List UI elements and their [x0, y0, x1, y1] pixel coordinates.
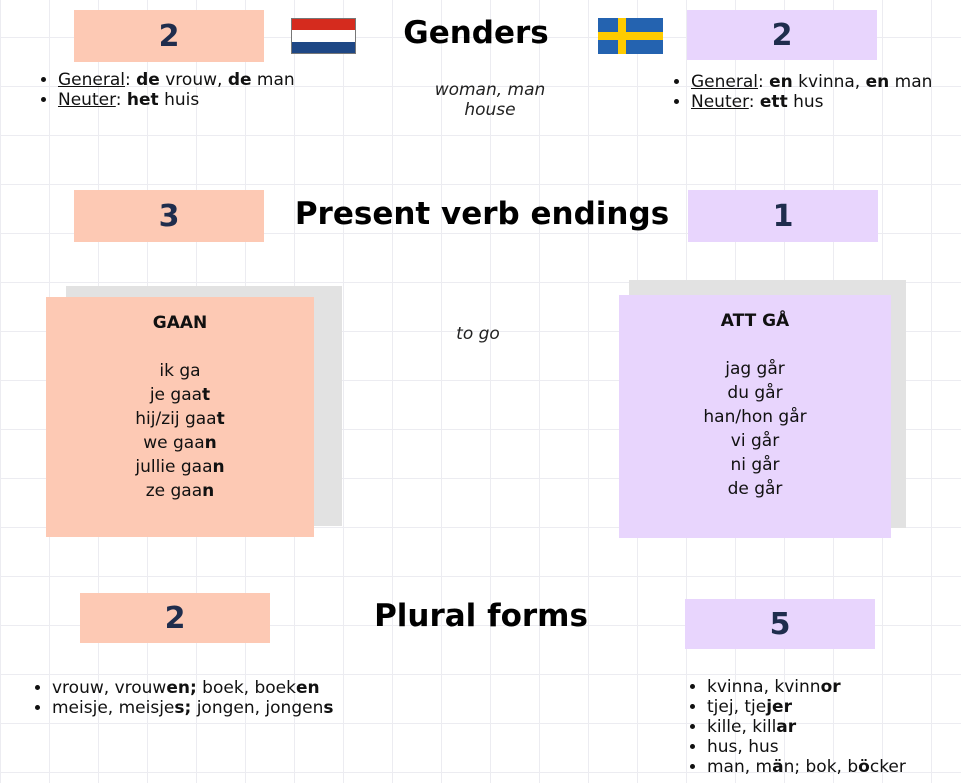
dutch-plural-list [30, 678, 333, 718]
verb-stem: ik ga [159, 361, 201, 381]
word: vrouw, [159, 70, 228, 90]
swedish-gender-count [687, 10, 877, 60]
verb-stem: hij/zij gaa [135, 409, 217, 429]
word: kvinna, kvinn [707, 677, 821, 697]
swedish-gender-list [669, 72, 932, 112]
dutch-gender-count-value: 2 [158, 18, 180, 54]
word: jongen, jongen [191, 698, 324, 718]
list-item: • General: en kvinna, en man [691, 72, 932, 92]
conjugation-line [46, 431, 314, 455]
plural-ending: ar [776, 717, 797, 737]
verb-ending: n [202, 481, 215, 501]
word: cker [869, 757, 906, 777]
verb-stem: we gaa [143, 433, 205, 453]
swedish-plural-list [685, 677, 906, 777]
plural-ending: jer [766, 697, 792, 717]
word: tjej, tje [707, 697, 767, 717]
word: hus [787, 92, 824, 112]
swedish-verb-card [619, 295, 891, 538]
plural-ending: or [820, 677, 841, 697]
verb-translation: to go [456, 324, 500, 344]
plural-ending: ä [772, 757, 784, 777]
conjugation-line: vi går [730, 431, 780, 451]
list-item [707, 717, 906, 737]
list-item: • Neuter: ett hus [691, 92, 932, 112]
sweden-flag-icon [598, 18, 663, 54]
conjugation-line: jag går [725, 359, 785, 379]
verb-ending: n [204, 433, 217, 453]
verbs-heading: Present verb endings [294, 196, 670, 232]
list-item [707, 697, 906, 717]
article: de [227, 70, 252, 90]
plurals-heading: Plural forms [374, 598, 588, 634]
word: man [889, 72, 933, 92]
plural-ending: en [295, 678, 320, 698]
conjugation-line: de går [727, 479, 783, 499]
verb-stem: ze gaa [145, 481, 203, 501]
conjugation-line [46, 479, 314, 503]
dutch-plural-count-value: 2 [164, 600, 186, 636]
dutch-plural-count [80, 593, 270, 643]
word: huis [158, 90, 200, 110]
plural-ending: s; [174, 698, 192, 718]
list-item [52, 678, 333, 698]
gender-label: Neuter [691, 92, 749, 112]
dutch-gender-count [74, 10, 264, 62]
gender-translation [410, 80, 570, 120]
conjugation-line [46, 359, 314, 383]
list-item [707, 677, 906, 697]
word: kille, kill [707, 717, 777, 737]
genders-heading: Genders [403, 15, 549, 51]
dutch-verb-count-value: 3 [158, 198, 180, 234]
swedish-verb-title: ATT GÅ [720, 311, 790, 331]
translation-line: house [464, 100, 516, 120]
swedish-plural-count [685, 599, 875, 649]
swedish-gender-count-value: 2 [771, 17, 793, 53]
word: hus, hus [707, 737, 779, 757]
verb-ending: n [212, 457, 225, 477]
word: boek, boek [196, 678, 296, 698]
swedish-verb-count-value: 1 [772, 198, 794, 234]
word: meisje, meisje [52, 698, 175, 718]
netherlands-flag-icon [291, 18, 356, 54]
article: ett [759, 92, 788, 112]
swedish-verb-count [688, 190, 878, 242]
word: vrouw, vrouw [52, 678, 167, 698]
word: man, m [707, 757, 773, 777]
list-item [52, 698, 333, 718]
dutch-verb-count [74, 190, 264, 242]
word: kvinna, [792, 72, 866, 92]
article: de [136, 70, 160, 90]
plural-ending: s [323, 698, 334, 718]
conjugation-line: du går [727, 383, 783, 403]
gender-label: General [691, 72, 758, 92]
conjugation-line: ni går [730, 455, 780, 475]
conjugation-line: han/hon går [703, 407, 807, 427]
list-item [707, 737, 906, 757]
list-item: • General: de vrouw, de man [58, 70, 295, 90]
list-item: • Neuter: het huis [58, 90, 295, 110]
verb-ending: t [216, 409, 225, 429]
list-item [707, 757, 906, 777]
swedish-plural-count-value: 5 [769, 606, 791, 642]
dutch-verb-title: GAAN [152, 313, 208, 333]
verb-stem: jullie gaa [135, 457, 213, 477]
translation-line: woman, man [434, 80, 546, 100]
word: man [251, 70, 295, 90]
word: n; bok, b [783, 757, 859, 777]
article: en [865, 72, 890, 92]
dutch-gender-list [36, 70, 295, 110]
verb-ending: t [202, 385, 211, 405]
article: het [126, 90, 159, 110]
plural-ending: en; [166, 678, 197, 698]
conjugation-line [46, 407, 314, 431]
verb-stem: je gaa [149, 385, 203, 405]
article: en [769, 72, 793, 92]
gender-label: General [58, 70, 125, 90]
conjugation-line [46, 383, 314, 407]
conjugation-line [46, 455, 314, 479]
plural-ending: ö [858, 757, 870, 777]
dutch-verb-card [46, 297, 314, 537]
gender-label: Neuter [58, 90, 116, 110]
